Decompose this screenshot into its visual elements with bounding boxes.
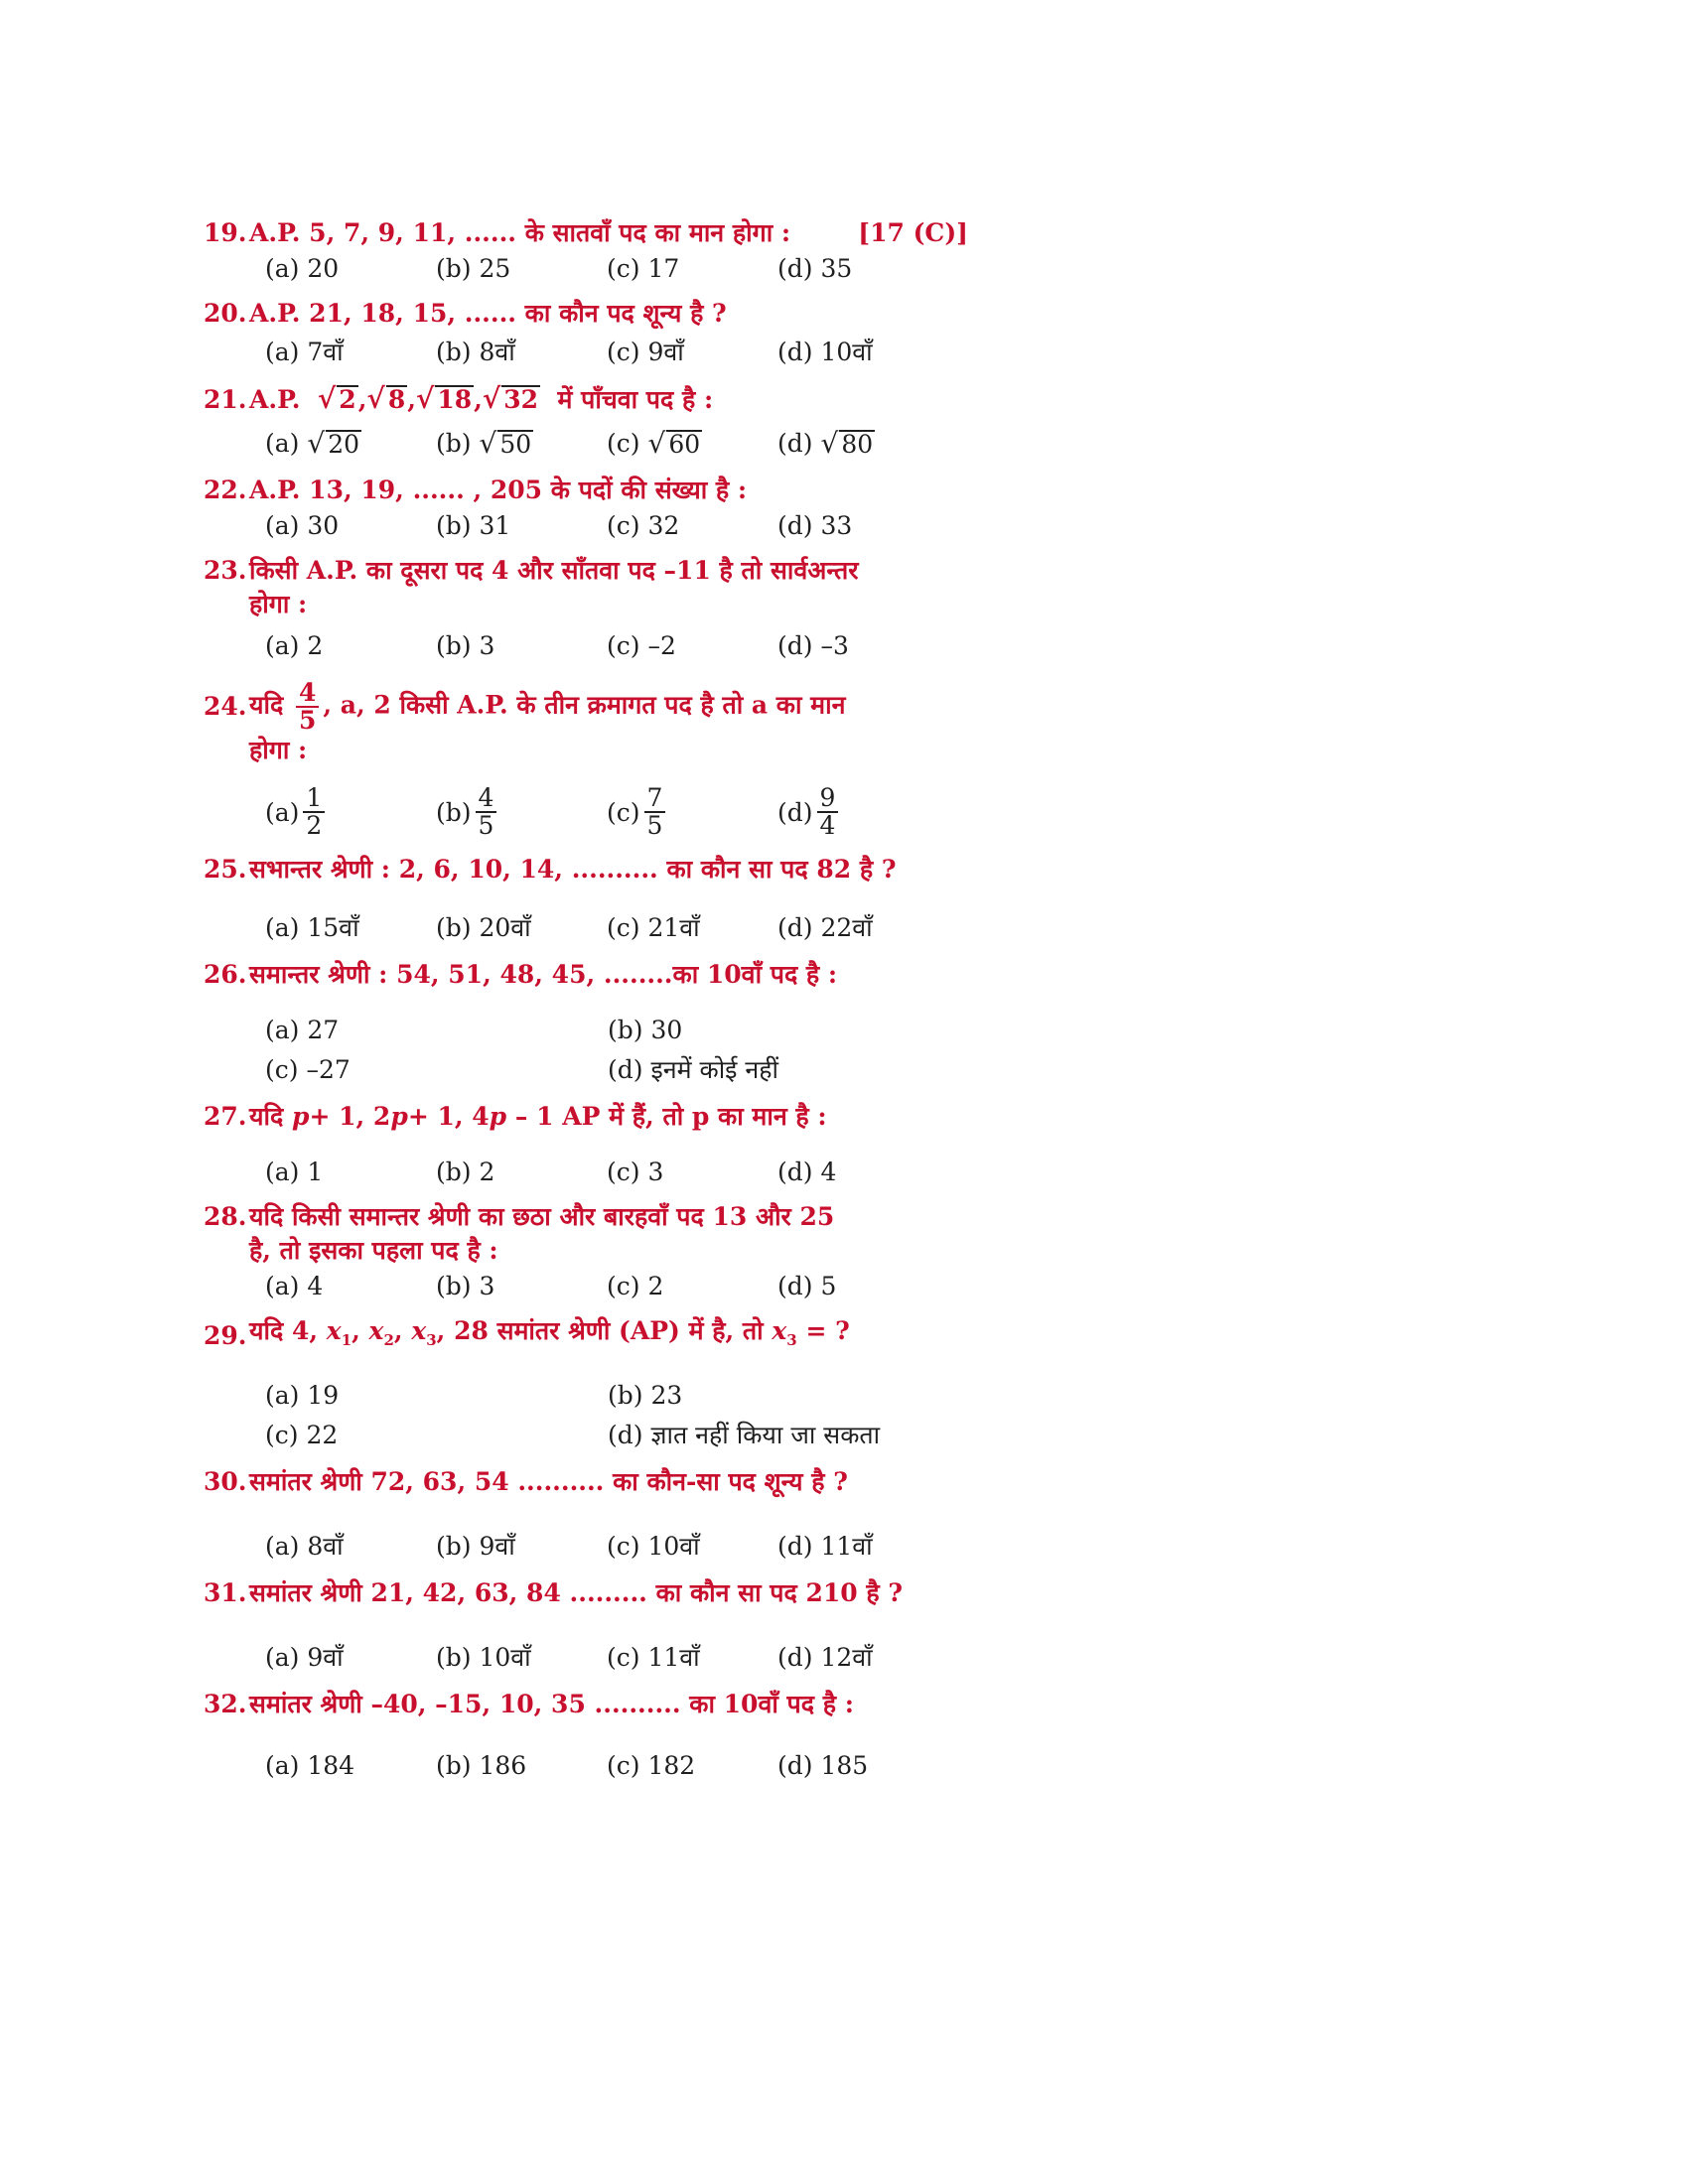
question-23 (204, 554, 968, 660)
question-number: 23. (204, 556, 247, 585)
option-a[interactable]: (a) 15वाँ (265, 913, 359, 942)
option-c[interactable]: (c) 21वाँ (607, 913, 700, 942)
option-a[interactable]: (a) 9वाँ (265, 1643, 344, 1672)
option-c[interactable]: (c) 32 (607, 511, 680, 540)
option-d[interactable]: (d) √ 80 (777, 427, 874, 460)
question-text: सभान्तर श्रेणी : 2, 6, 10, 14, .......... का कौन सा पद 82 है ? (249, 855, 897, 884)
option-d[interactable]: (d) 22वाँ (777, 913, 873, 942)
option-d[interactable]: (d) 10वाँ (777, 338, 873, 366)
options (204, 511, 968, 540)
option-b[interactable]: (b) 8वाँ (436, 338, 515, 366)
question-32 (204, 1688, 968, 1780)
options (204, 1381, 968, 1451)
question-20 (204, 297, 968, 368)
option-b[interactable]: (b) 9वाँ (436, 1532, 515, 1561)
question-30 (204, 1465, 968, 1563)
option-b[interactable]: (b) 3 (436, 631, 495, 660)
options (204, 631, 968, 660)
option-a[interactable]: (a) 19 (265, 1381, 340, 1410)
fraction: $\frac{4}{5}$ (296, 680, 319, 734)
options (204, 335, 968, 368)
question-31 (204, 1576, 968, 1674)
option-d[interactable]: (d) –3 (777, 631, 849, 660)
options (204, 1272, 968, 1300)
options (204, 427, 968, 460)
options (204, 254, 968, 283)
option-d[interactable]: (d) 5 (777, 1272, 837, 1300)
question-number: 21. (204, 384, 247, 414)
question-number: 24. (204, 692, 247, 721)
option-d[interactable]: (d) इनमें कोई नहीं (608, 1055, 779, 1084)
question-text: यदि 4, $x_1$, $x_2$, $x_3$, 28 समांतर श्रेणी (AP) में है, तो $x_3$ = ? (249, 1316, 850, 1349)
radicand: 32 (503, 385, 539, 414)
question-number: 30. (204, 1467, 247, 1496)
question-text: यदि p+ 1, 2p+ 1, 4p – 1 AP में हैं, तो p का मान है : (249, 1102, 827, 1131)
option-b[interactable]: (b) 3 (436, 1272, 495, 1300)
question-22 (204, 474, 968, 540)
option-c[interactable]: (c) –27 (265, 1054, 351, 1084)
radicand: 18 (437, 385, 473, 414)
option-a[interactable]: (a) 30 (265, 511, 340, 540)
option-a[interactable]: (a) 7वाँ (265, 338, 344, 366)
option-b[interactable]: (b) 186 (436, 1751, 527, 1780)
options (204, 1640, 968, 1674)
option-b[interactable]: (b) $\frac{4}{5}$ (436, 785, 607, 839)
option-d[interactable]: (d) $\frac{9}{4}$ (777, 785, 948, 839)
question-text: A.P. 5, 7, 9, 11, ...... के सातवाँ पद का मान होगा : (249, 218, 791, 247)
question-number: 27. (204, 1102, 247, 1131)
option-d[interactable]: (d) 185 (777, 1751, 869, 1780)
exam-reference: [17 (C)] (858, 218, 968, 247)
question-sheet (204, 216, 968, 1780)
option-c[interactable]: (c) 22 (265, 1420, 339, 1449)
option-c[interactable]: (c) 10वाँ (607, 1532, 700, 1561)
option-c[interactable]: (c) 11वाँ (607, 1643, 700, 1672)
question-text: समांतर श्रेणी –40, –15, 10, 35 .......... का 10वाँ पद है : (249, 1690, 854, 1718)
options (204, 1751, 968, 1780)
question-number: 22. (204, 476, 247, 504)
option-c[interactable]: (c) √ 60 (607, 427, 701, 460)
question-text-continued: होगा : (249, 590, 308, 618)
option-b[interactable]: (b) 23 (608, 1381, 683, 1410)
question-number: 25. (204, 855, 247, 884)
option-b[interactable]: (b) 20वाँ (436, 913, 531, 942)
question-24 (204, 680, 968, 839)
option-c[interactable]: (c) 3 (607, 1158, 664, 1186)
option-a[interactable]: (a) 20 (265, 254, 340, 283)
option-c[interactable]: (c) –2 (607, 631, 676, 660)
option-c[interactable]: (c) $\frac{7}{5}$ (607, 785, 777, 839)
option-b[interactable]: (b) √ 50 (436, 427, 532, 460)
option-a[interactable]: (a) 184 (265, 1751, 355, 1780)
question-number: 31. (204, 1578, 247, 1607)
option-d[interactable]: (d) 35 (777, 254, 853, 283)
question-text: A.P. √ 2,√ 8,√ 18,√ 32 में पाँचवा पद है : (249, 382, 714, 415)
question-text: A.P. 21, 18, 15, ...... का कौन पद शून्य है ? (249, 299, 727, 328)
options (204, 1016, 968, 1086)
question-text: समांतर श्रेणी 72, 63, 54 .......... का कौन-सा पद शून्य है ? (249, 1467, 848, 1496)
option-a[interactable]: (a) $\frac{1}{2}$ (265, 785, 436, 839)
option-a[interactable]: (a) 2 (265, 631, 324, 660)
question-number: 29. (204, 1320, 247, 1350)
option-c[interactable]: (c) 182 (607, 1751, 696, 1780)
question-number: 32. (204, 1690, 247, 1718)
option-c[interactable]: (c) 2 (607, 1272, 664, 1300)
question-25 (204, 853, 968, 944)
options (204, 1158, 968, 1186)
option-d[interactable]: (d) 33 (777, 511, 853, 540)
question-number: 20. (204, 299, 247, 328)
question-29 (204, 1314, 968, 1451)
option-b[interactable]: (b) 2 (436, 1158, 495, 1186)
question-21 (204, 382, 968, 460)
question-19 (204, 216, 968, 283)
question-text-continued: होगा : (249, 736, 308, 764)
question-text: समान्तर श्रेणी : 54, 51, 48, 45, ........का 10वाँ पद है : (249, 960, 838, 989)
option-d[interactable]: (d) ज्ञात नहीं किया जा सकता (608, 1421, 881, 1449)
question-28 (204, 1200, 968, 1300)
option-b[interactable]: (b) 10वाँ (436, 1643, 531, 1672)
option-b[interactable]: (b) 30 (608, 1016, 683, 1044)
radicand: 8 (387, 385, 406, 414)
option-b[interactable]: (b) 25 (436, 254, 511, 283)
options (204, 1529, 968, 1563)
question-text-continued: है, तो इसका पहला पद है : (249, 1236, 498, 1265)
question-text: समांतर श्रेणी 21, 42, 63, 84 ......... का कौन सा पद 210 है ? (249, 1578, 903, 1607)
option-d[interactable]: (d) 11वाँ (777, 1532, 873, 1561)
option-a[interactable]: (a) 1 (265, 1158, 324, 1186)
option-a[interactable]: (a) 8वाँ (265, 1532, 344, 1561)
question-text: यदि किसी समान्तर श्रेणी का छठा और बारहवाँ पद 13 और 25 (249, 1202, 835, 1231)
option-c[interactable]: (c) 17 (607, 254, 680, 283)
option-a[interactable]: (a) 4 (265, 1272, 324, 1300)
option-d[interactable]: (d) 4 (777, 1158, 837, 1186)
option-b[interactable]: (b) 31 (436, 511, 511, 540)
question-text: किसी A.P. का दूसरा पद 4 और साँतवा पद –11 है तो सार्वअन्तर (249, 556, 859, 585)
radicand: 2 (339, 385, 356, 414)
option-d[interactable]: (d) 12वाँ (777, 1643, 873, 1672)
options (204, 910, 968, 944)
option-a[interactable]: (a) √ 20 (265, 427, 360, 460)
options (204, 785, 968, 839)
question-text: यदि $\frac{4}{5}$ , a, 2 किसी A.P. के तीन क्रमागत पद है तो a का मान (249, 678, 846, 735)
option-a[interactable]: (a) 27 (265, 1016, 340, 1044)
question-26 (204, 958, 968, 1086)
question-27 (204, 1100, 968, 1186)
question-number: 28. (204, 1202, 247, 1231)
question-number: 19. (204, 218, 247, 247)
question-number: 26. (204, 960, 247, 989)
option-c[interactable]: (c) 9वाँ (607, 338, 684, 366)
question-text: A.P. 13, 19, ...... , 205 के पदों की संख्या है : (249, 476, 748, 504)
